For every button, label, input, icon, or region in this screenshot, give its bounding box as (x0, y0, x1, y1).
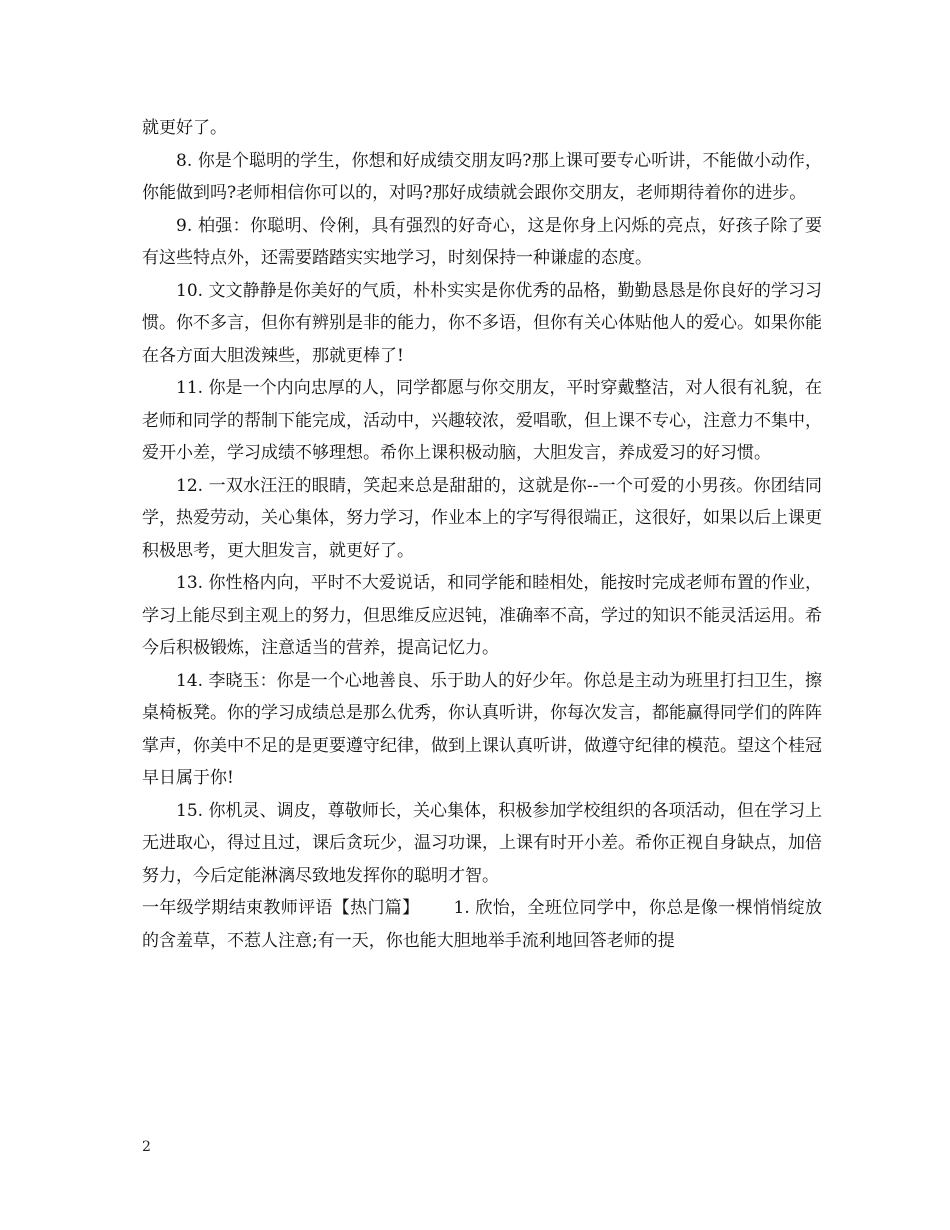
paragraph-item-12: 12. 一双水汪汪的眼睛，笑起来总是甜甜的，这就是你--一个可爱的小男孩。你团结同学，热爱劳动，关心集体，努力学习，作业本上的字写得很端正，这很好，如果以后上课更积极思考，更大胆发言，就更好了。 (142, 475, 822, 561)
paragraph-item-11: 11. 你是一个内向忠厚的人，同学都愿与你交朋友，平时穿戴整洁，对人很有礼貌，在老师和同学的帮制下能完成，活动中，兴趣较浓，爱唱歌，但上课不专心，注意力不集中，爱开小差，学习成绩不够理想。希你上课积极动脑，大胆发言，养成爱习的好习惯。 (142, 378, 822, 463)
paragraph-item-9: 9. 柏强：你聪明、伶俐，具有强烈的好奇心，这是你身上闪烁的亮点，好孩子除了要有这些特点外，还需要踏踏实实地学习，时刻保持一种谦虚的态度。 (142, 215, 822, 268)
paragraph-item-15: 15. 你机灵、调皮，尊敬师长，关心集体，积极参加学校组织的各项活动，但在学习上无进取心，得过且过，课后贪玩少，温习功课，上课有时开小差。希你正视自身缺点，加倍努力，今后定能淋漓尽致地发挥你的聪明才智。 (142, 800, 822, 886)
section-heading: 一年级学期结束教师评语【热门篇】 (142, 898, 420, 918)
document-body (142, 112, 822, 957)
page-number: 2 (142, 1139, 151, 1155)
section-first-item: 1. 欣怡，全班位同学中，你总是像一棵悄悄绽放的含羞草，不惹人注意;有一天，你也能大胆地举手流利地回答老师的提 (142, 898, 822, 951)
paragraph-item-14: 14. 李晓玉：你是一个心地善良、乐于助人的好少年。你总是主动为班里打扫卫生，擦桌椅板凳。你的学习成绩总是那么优秀，你认真听讲，你每次发言，都能赢得同学们的阵阵掌声，你美中不足的是更要遵守纪律，做到上课认真听讲，做遵守纪律的模范。望这个桂冠早日属于你! (142, 670, 822, 788)
paragraph-item-8: 8. 你是个聪明的学生，你想和好成绩交朋友吗?那上课可要专心听讲，不能做小动作，你能做到吗?老师相信你可以的，对吗?那好成绩就会跟你交朋友，老师期待着你的进步。 (142, 150, 822, 203)
paragraph-item-13: 13. 你性格内向，平时不大爱说话，和同学能和睦相处，能按时完成老师布置的作业，学习上能尽到主观上的努力，但思维反应迟钝，准确率不高，学过的知识不能灵活运用。希今后积极锻炼，注意适当的营养，提高记忆力。 (142, 573, 822, 658)
section-paragraph (142, 892, 822, 957)
paragraph-item-10: 10. 文文静静是你美好的气质，朴朴实实是你优秀的品格，勤勤恳恳是你良好的学习习惯。你不多言，但你有辨别是非的能力，你不多语，但你有关心体贴他人的爱心。如果你能在各方面大胆泼辣些，那就更棒了! (142, 280, 822, 366)
paragraph-continuation: 就更好了。 (142, 118, 227, 138)
